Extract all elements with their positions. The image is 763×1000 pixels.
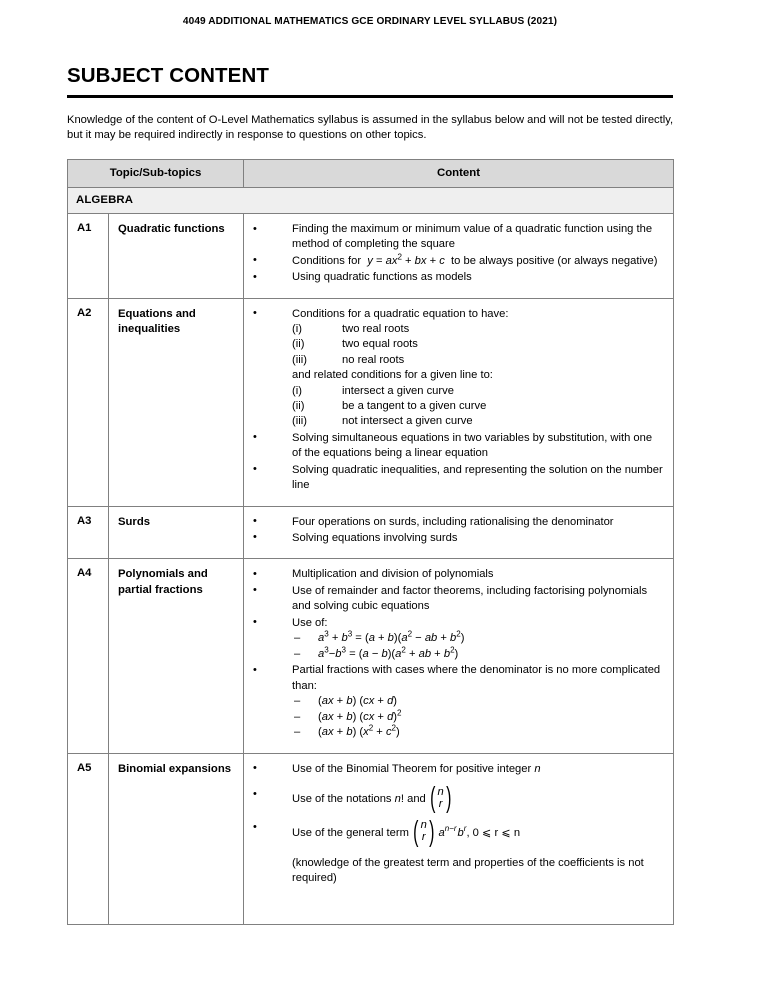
topic-content — [244, 298, 674, 506]
list-item: • Multiplication and division of polynomials — [244, 567, 663, 582]
section-band-label: ALGEBRA — [68, 188, 674, 214]
related-conditions-lead: and related conditions for a given line to: — [292, 369, 493, 382]
topic-code: A3 — [68, 506, 109, 559]
roman-numeral: (i) — [292, 384, 302, 397]
partial-fraction-case-list — [292, 694, 663, 741]
intro-paragraph: Knowledge of the content of O-Level Mathematics syllabus is assumed in the syllabus below and will not be tested directly, but it may be required indirectly in response to questions on other topics. — [67, 114, 674, 142]
binom-top: n — [420, 819, 427, 832]
general-term-range: , 0 ⩽ r ⩽ n — [466, 826, 521, 839]
list-item: • Solving simultaneous equations in two variables by substitution, with one of the equations being a linear equation — [244, 431, 663, 462]
content-bullet-list — [244, 222, 663, 286]
binom-top: n — [437, 785, 444, 798]
list-item-text: two real roots — [342, 323, 410, 336]
list-item: • Solving quadratic inequalities, and representing the solution on the number line — [244, 463, 663, 494]
list-item: • Use of the Binomial Theorem for positive integer n — [244, 762, 663, 777]
list-item: • Solving equations involving surds — [244, 531, 663, 546]
list-item-text: Conditions for a quadratic equation to have: — [292, 307, 509, 320]
roman-numeral: (ii) — [292, 338, 305, 351]
list-item — [292, 414, 663, 429]
list-item: • Using quadratic functions as models — [244, 270, 663, 285]
section-band-algebra — [68, 188, 674, 214]
list-item-text: Use of: — [292, 616, 328, 629]
list-item: – $a^3-b^3 = (a - b)(a^2$ + ab + $b^2$) — [292, 647, 663, 663]
right-paren-glyph: ) — [445, 782, 452, 815]
running-header: 4049 ADDITIONAL MATHEMATICS GCE ORDINARY LEVEL SYLLABUS (2021) — [182, 16, 558, 27]
list-item: • Conditions for $y = ax^2$ + bx + c to be always positive (or always negative) — [244, 254, 663, 269]
table-row — [68, 753, 674, 925]
list-item: – (ax + b) (cx + d)$^2$ — [292, 710, 663, 726]
table-row — [68, 298, 674, 506]
topic-name: Quadratic functions — [109, 214, 244, 299]
binom-bottom: r — [421, 831, 426, 844]
table-header-row — [68, 160, 674, 188]
topic-code: A1 — [68, 214, 109, 299]
topic-content — [244, 214, 674, 299]
content-bullet-list — [244, 515, 663, 547]
content-bullet-list — [244, 307, 663, 494]
list-item — [244, 307, 663, 430]
list-item-text: intersect a given curve — [342, 384, 454, 397]
list-item: – (ax + b) (cx + d) — [292, 694, 663, 710]
topic-code: A2 — [68, 298, 109, 506]
topic-name: Polynomials and partial fractions — [109, 559, 244, 753]
list-item — [244, 663, 663, 741]
list-item-text: Partial fractions with cases where the denominator is no more complicated than: — [292, 664, 661, 692]
list-item-text: no real roots — [342, 353, 405, 366]
topic-code: A4 — [68, 559, 109, 753]
list-item-text: not intersect a given curve — [342, 415, 473, 428]
left-paren-glyph: ( — [413, 815, 419, 848]
content-bullet-list — [244, 567, 663, 740]
table-row — [68, 214, 674, 299]
right-paren-glyph: ) — [429, 815, 435, 848]
table-row — [68, 506, 674, 559]
list-item: • Use of the notations n! and ( n r ) — [244, 787, 455, 811]
topic-name: Surds — [109, 506, 244, 559]
topic-name: Equations and inequalities — [109, 298, 244, 506]
syllabus-table — [67, 159, 674, 925]
topic-content — [244, 753, 674, 925]
list-item-text: be a tangent to a given curve — [342, 400, 487, 413]
table-row — [68, 559, 674, 753]
binom-bottom: r — [438, 797, 443, 810]
topic-code: A5 — [68, 753, 109, 925]
left-paren-glyph: ( — [429, 782, 436, 815]
list-item — [292, 337, 663, 352]
list-item: – (ax + b) $(x^2 + c^2)$ — [292, 725, 663, 741]
column-header-topic: Topic/Sub-topics — [68, 160, 244, 188]
list-item-text: two equal roots — [342, 338, 418, 351]
topic-content — [244, 559, 674, 753]
roman-numeral: (i) — [292, 323, 302, 336]
binomial-coefficient — [428, 782, 454, 815]
list-item: • Use of the general term ( n r ) $a^{n-r}$ $b^r$, 0 ⩽ r ⩽ n — [244, 821, 520, 845]
list-item — [292, 399, 663, 414]
list-item: – $a^3 + b^3 = (a + b)(a^2$ − ab + $b^2$) — [292, 631, 663, 647]
page-title: SUBJECT CONTENT — [67, 64, 269, 87]
topic-name: Binomial expansions — [109, 753, 244, 925]
binomial-note: (knowledge of the greatest term and properties of the coefficients is not required) — [292, 856, 644, 885]
list-item — [292, 353, 663, 368]
list-item — [292, 384, 663, 399]
list-item — [244, 616, 663, 663]
binomial-coefficient — [411, 815, 437, 848]
content-bullet-list — [244, 762, 663, 846]
roman-sublist-roots — [292, 322, 663, 368]
roman-numeral: (ii) — [292, 400, 305, 413]
topic-content — [244, 506, 674, 559]
title-rule — [67, 95, 673, 98]
roman-sublist-lines — [292, 384, 663, 430]
roman-numeral: (iii) — [292, 353, 307, 366]
list-item: • Use of remainder and factor theorems, including factorising polynomials and solving cubic equations — [244, 584, 663, 615]
identity-list — [292, 631, 663, 662]
roman-numeral: (iii) — [292, 415, 307, 428]
list-item — [292, 322, 663, 337]
column-header-content: Content — [244, 160, 674, 188]
list-item: • Four operations on surds, including rationalising the denominator — [244, 515, 663, 530]
list-item: • Finding the maximum or minimum value of a quadratic function using the method of completing the square — [244, 222, 663, 253]
